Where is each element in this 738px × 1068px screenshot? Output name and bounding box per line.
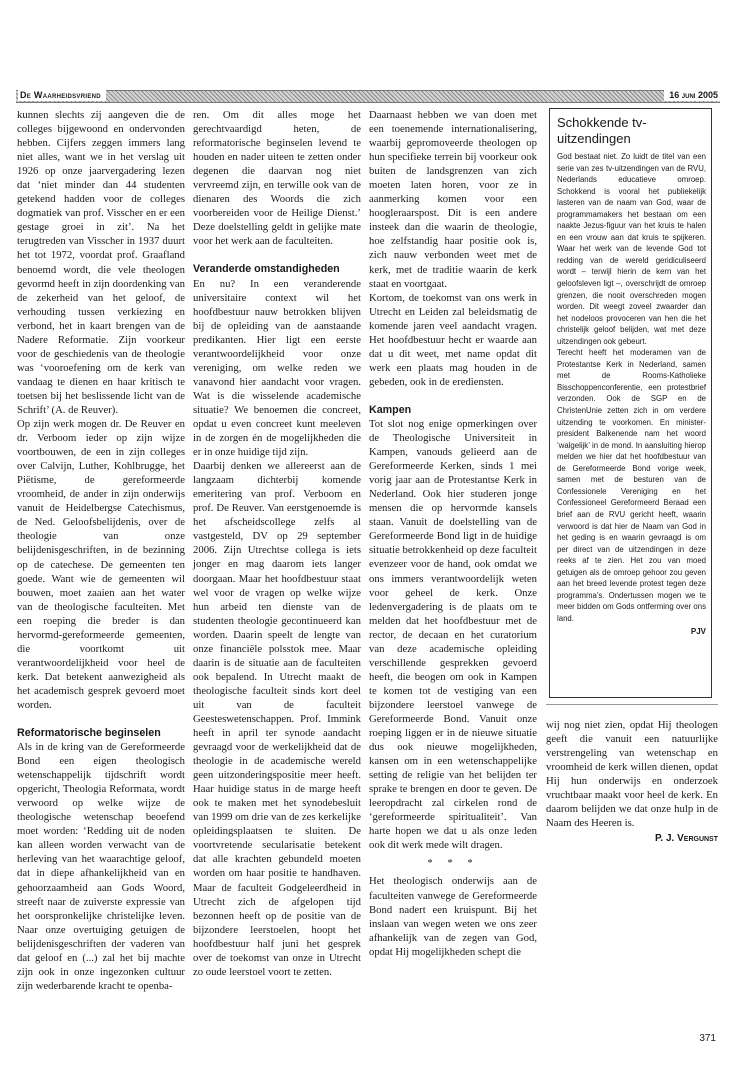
paragraph: Daarnaast hebben we van doen met een toenemende internationalisering, waarbij gepromoveerde theologen op hun specifieke terrein bij voorkeur ook buiten de landsgrenzen van zich moeten laten horen, voor ze in aanmerking komen voor een hoogleraarspost. Dit is een andere insteek dan die waarin de theologie, hoe zelfstandig haar positie ook is, zich nauw verbonden weet met de kerk, met de traditie waarin de kerk staat en voortgaat. <box>369 109 537 290</box>
sidebar-title: Schokkende tv-uitzendingen <box>557 115 647 146</box>
section-separator: * * * <box>427 857 479 870</box>
paragraph: En nu? In een veranderende universitaire context wil het hoofdbestuur nauw betrokken blijven bij de opleiding van de aanstaande predikanten. Hier ligt een eerste verantwoordelijkheid voor onze vereniging, om welke reden we vanavond hier aandacht voor vragen. Wat is die wisselende academische situatie? We benoemen die concreet, opdat u even concreet kunt meeleven in de zorgen én de mogelijkheden die er in onze huidige tijd zijn. <box>193 277 361 459</box>
section-heading: Veranderde omstandigheden <box>193 263 340 276</box>
paragraph: wij nog niet zien, opdat Hij theologen geeft die vanuit een natuurlijke verstrengeling van wetenschap en vroomheid de kerk willen dienen, opdat Hij hun onderwijs en onderzoek vruchtbaar maakt voor heel de kerk. En daarom belijden we dat onze hulp in de Naam des Heeren is. <box>546 719 718 830</box>
article-column-2 <box>193 108 361 979</box>
paragraph: Op zijn werk mogen dr. De Reuver en dr. Verboom ieder op zijn wijze voortbouwen, de een in zijn colleges over Calvijn, Luther, Kohlbrugge, het Piëtisme, de gereformeerde vroomheid, de ander in zijn onderwijs vanuit de Heidelbergse Catechismus, de Ned. Geloofsbelijdenis, over de theologie van onze belijdenisgeschriften, in de bezinning op de catechese. De gemeenten ten goede. Want wie de gemeenten wil bouwen, moet zaaien aan het water van de theologische faculteiten. Met een roeping die breder is dan hervormd-gereformeerde gemeenten, die voortkomt uit verantwoordelijkheid voor heel de kerk. Dat betekent aanwezigheid als het academisch gesprek gevoerd moet worden. <box>17 418 185 711</box>
paragraph: Als in de kring van de Gereformeerde Bond een eigen theologisch wetenschappelijk tijdschrift wordt opgericht, Theologia Reformata, wordt verwoord op welke wijze de theologische wetenschap beoefend moet worden: ‘Redding uit de noden kan alleen worden verwacht van de herleving van het waarachtige geloof, dat in diepe afhankelijkheid van en gehoorzaamheid aan Gods Woord, streeft naar de zuiverste expressie van het oorspronkelijke christelijke leven. Naar onze overtuiging getuigen de belijdenisgeschriften der vaderen van dat geloof en (...) zal het bij machte zijn ook in onze ingezonken cultuur zijn wederbarende kracht te openba- <box>17 741 185 992</box>
issue-date: 16 juni 2005 <box>664 90 720 101</box>
publication-name: De Waarheidsvriend <box>18 90 106 101</box>
page-number: 371 <box>699 1033 716 1044</box>
article-column-3 <box>369 108 537 959</box>
section-heading: Reformatorische beginselen <box>17 727 161 740</box>
section-heading: Kampen <box>369 403 412 416</box>
paragraph: kunnen slechts zij aangeven die de colleges bijgewoond en ondervonden hebben. Cijfers zeggen immers lang niet alles, want we in het verslag uit 1926 op onze jaarvergadering lezen dat ‘niet minder dan 44 studenten getekend hadden voor de colleges dogmatiek van prof. Visscher en er een gestage groei in zit’. Na het terugtreden van Visscher in 1937 duurt het tot 1972, voordat prof. Graafland benoemd wordt, die vele theologen gevormd heeft in zijn doordenking van de zekerheid van het geloof, de verhouding tussen verkiezing en verbond, het in kaart brengen van de Nadere Reformatie. Zijn voorkeur voor de geschiedenis van de theologie was ‘vooroefening om de kerk van vandaag te dienen en haar kritisch te toetsen bij het beslissende licht van de Schrift’ (A. de Reuver). <box>17 109 185 416</box>
article-column-4 <box>546 718 718 846</box>
header-bar <box>16 90 720 103</box>
paragraph: Tot slot nog enige opmerkingen over de Theologische Universiteit in Kampen, vanouds gelieerd aan de Gereformeerde Kerken, sinds 1 mei vorig jaar aan de Protestantse Kerk in Nederland. Ook hier studeren jonge mensen die op hervormde kansels staan. Vanuit de doelstelling van de Gereformeerde Bond ligt in de huidige situatie betrokkenheid op deze faculteit evenzeer voor de hand, ook omdat we ons immers verantwoordelijk weten voor geheel de kerk. Onze ledenvergadering is de plaats om te melden dat het hoofdbestuur met de rector, de decaan en het curatorium van deze academische opleiding verschillende gesprekken gevoerd heeft, die beogen om ook in Kampen te komen tot de vestiging van een bijzondere leerstoel vanwege de Gereformeerde Bond. Vanuit onze roeping liggen er in de nieuwe situatie dus ook nieuwe mogelijkheden, kansen om in een wetenschappelijke setting de religie van het belijden ter sprake te brengen en door te geven. De leeropdracht zal cirkelen rond de ‘gereformeerde spiritualiteit’. Van harte hopen we dat u als onze leden ook dit werk mede wilt dragen. <box>369 417 537 852</box>
sidebar-paragraph: God bestaat niet. Zo luidt de titel van een serie van zes tv-uitzendingen van de RVU, Nederlands educatieve omroep. Schokkend is vooral het publiekelijk lasteren van de naam van God, waar de programmamakers het bestaan om een naakte Jezus-figuur van het kruis te halen en een vrouw aan dat kruis te spijkeren. Waar het werk van de levende God tot redding van de wereld geridiculiseerd wordt – terwijl hierin de kern van het geloofsleven ligt –, overschrijdt de omroep grenzen, die nooit overschreden mogen worden. Dit weegt zoveel zwaarder dan het nodeloos provoceren van hen die het christelijk geloof belijden, wat met deze uitzendingen ook gebeurt. <box>557 152 706 346</box>
sidebar-initials: PJV <box>690 627 706 637</box>
sidebar-paragraph: Terecht heeft het moderamen van de Protestantse Kerk in Nederland, samen met de Rooms-Katholieke Bisschoppenconferentie, een protestbrief verzonden. Ook de SGP en de ChristenUnie zetten zich in om verdere uitzending te voorkomen. En minister-president Balkenende nam het woord ‘walgelijk’ in de mond. In aansluiting hierop melden we hier dat het hoofdbestuur van de Gereformeerde Bond vorige week, samen met de besturen van de Confessionele Vereniging en het Confessioneel Gereformeerd Beraad een brief aan de RVU gericht heeft, waarin verwoord is dat hier de Naam van God in het geding is en waarin gevraagd is om per direct van de uitzendingen in deze reeks af te zien. Het zou van moed getuigen als de omroep gehoor zou geven aan het breed levende protest tegen deze programma’s. Ondertussen mogen we te meer bidden om Gods ontferming over ons land. <box>557 348 706 623</box>
paragraph: Kortom, de toekomst van ons werk in Utrecht en Leiden zal beleidsmatig de komende jaren veel aandacht vragen. Het hoofdbestuur hecht er waarde aan dat u dit weet, met name opdat dit werk een plaats mag houden in de gebeden, ook in de erediensten. <box>369 291 537 388</box>
divider <box>546 704 718 705</box>
article-column-1 <box>17 108 185 993</box>
author-signature: P. J. Vergunst <box>655 833 718 845</box>
sidebar-box <box>549 108 712 698</box>
paragraph: Het theologisch onderwijs aan de faculteiten vanwege de Gereformeerde Bond nadert een kruispunt. Bij het inslaan van wegen weten we ons zeer afhankelijk van de zegen van God, opdat Hij mogelijkheden schept die <box>369 875 537 958</box>
paragraph: Daarbij denken we allereerst aan de langzaam dichterbij komende emeritering van prof. Verboom en prof. De Reuver. Van eerstgenoemde is het afscheidscollege zelfs al vastgesteld, DV op 29 september 2006. Zijn Utrechtse collega is iets jonger en mag daarom iets langer doorgaan. Maar het hoofdbestuur staat wel voor de vragen op welke wijze hun arbeid ten dienste van de studenten theologie gecontinueerd kan worden. Daarin speelt de lengte van onze financiële polsstok mee. Maar daarin is de situatie aan de faculteiten ook bepalend. In Utrecht maakt de theologische faculteit sinds kort deel uit van de faculteit Geesteswetenschappen. Prof. Immink heeft in april ter synode aandacht gevraagd voor de werkelijkheid dat de theologie in de academische wereld geen uitzonderingspositie meer heeft. Haar huidige status in de marge heeft ook te maken met het synodebesluit van 1999 om drie van de zes kerkelijke opleidingsplaatsen te sluiten. De voortvretende secularisatie betekent dat alle krachten gebundeld moeten worden om haar positie te handhaven. Maar de faculteit Godgeleerdheid in Utrecht zich de afgelopen tijd bezonnen heeft op de positie van de bijzondere leerstoelen, hoopt het hoofdbestuur half juni het gesprek over de toekomst van onze in Utrecht zo oude leerstoel voort te zetten. <box>193 460 361 978</box>
paragraph: ren. Om dit alles moge het gerechtvaardigd heten, de reformatorische beginselen levend te houden en nader uiteen te zetten onder degenen die daarvan nog niet vervreemd zijn, en terwille ook van de dienaren des Woords die zich voorbereiden voor de Heilige Dienst.’ Deze doelstelling geldt in gelijke mate voor het werk aan de faculteiten. <box>193 109 361 248</box>
